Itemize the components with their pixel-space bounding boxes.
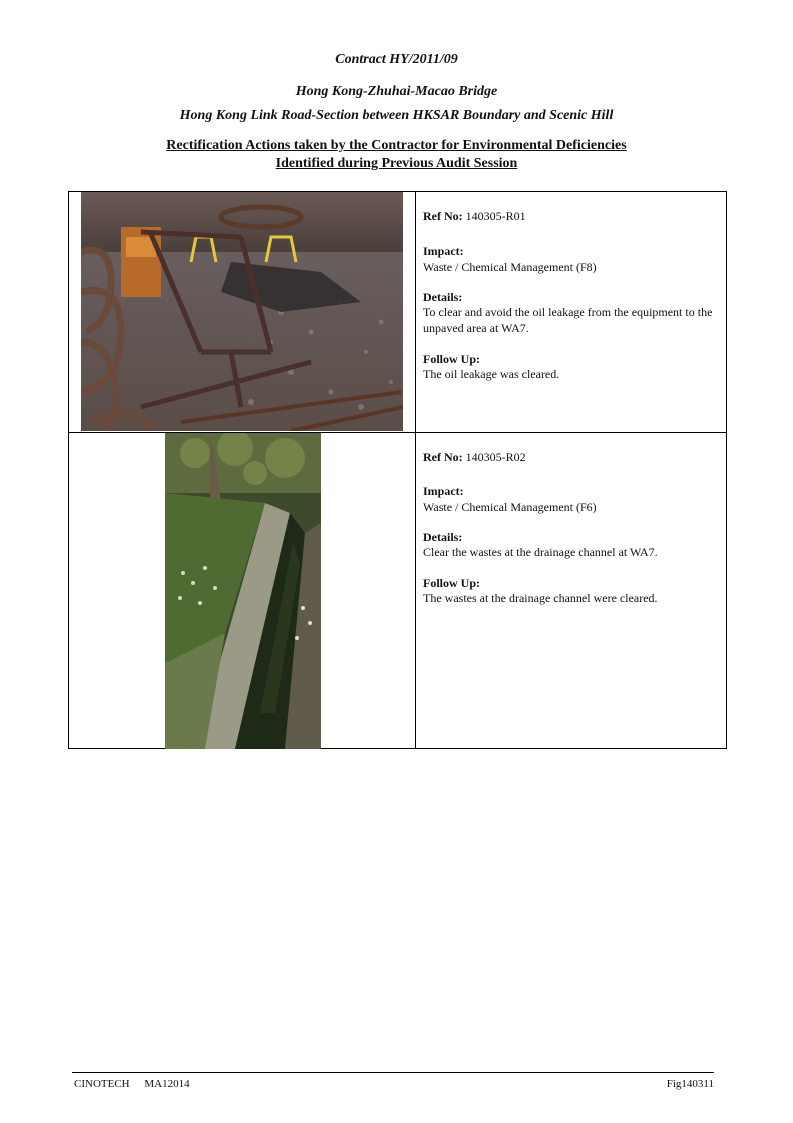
impact-label: Impact:	[423, 244, 464, 258]
ref-no-label: Ref No:	[423, 209, 463, 223]
footer-figure-number: Fig140311	[666, 1078, 714, 1090]
details-cell	[423, 433, 723, 748]
photo-cell	[69, 433, 416, 748]
report-subtitle-line2: Identified during Previous Audit Session	[275, 156, 518, 171]
photo-cell	[69, 192, 416, 432]
contract-title: Contract HY/2011/09	[335, 52, 458, 67]
table-row	[69, 192, 726, 433]
rectification-table	[68, 191, 727, 749]
site-photo-drainage-channel	[165, 433, 321, 749]
footer-left	[74, 1078, 190, 1090]
follow-up-label: Follow Up:	[423, 352, 480, 366]
details-label: Details:	[423, 290, 463, 304]
section-title: Hong Kong Link Road-Section between HKSAR Boundary and Scenic Hill	[179, 108, 614, 123]
ref-no	[423, 208, 526, 224]
details-value: To clear and avoid the oil leakage from the equipment to the unpaved area at WA7.	[423, 305, 713, 335]
footer-divider	[72, 1072, 714, 1073]
details-value: Clear the wastes at the drainage channel at WA7.	[423, 545, 658, 559]
details-label: Details:	[423, 530, 463, 544]
ref-no	[423, 449, 526, 465]
impact-value: Waste / Chemical Management (F8)	[423, 260, 597, 274]
impact-label: Impact:	[423, 484, 464, 498]
site-photo-oil-leakage	[81, 192, 403, 431]
ref-no-label: Ref No:	[423, 450, 463, 464]
footer-doc-code: MA12014	[144, 1078, 190, 1090]
report-subtitle-line1: Rectification Actions taken by the Contractor for Environmental Deficiencies	[166, 138, 627, 153]
follow-up-label: Follow Up:	[423, 576, 480, 590]
details-cell	[423, 192, 723, 432]
ref-no-value: 140305-R02	[465, 450, 526, 464]
ref-no-value: 140305-R01	[465, 209, 526, 223]
follow-up-value: The wastes at the drainage channel were cleared.	[423, 591, 658, 605]
footer-company: CINOTECH	[74, 1078, 130, 1090]
table-row	[69, 433, 726, 748]
impact-value: Waste / Chemical Management (F6)	[423, 500, 597, 514]
follow-up-value: The oil leakage was cleared.	[423, 367, 560, 381]
project-title: Hong Kong-Zhuhai-Macao Bridge	[295, 84, 498, 99]
